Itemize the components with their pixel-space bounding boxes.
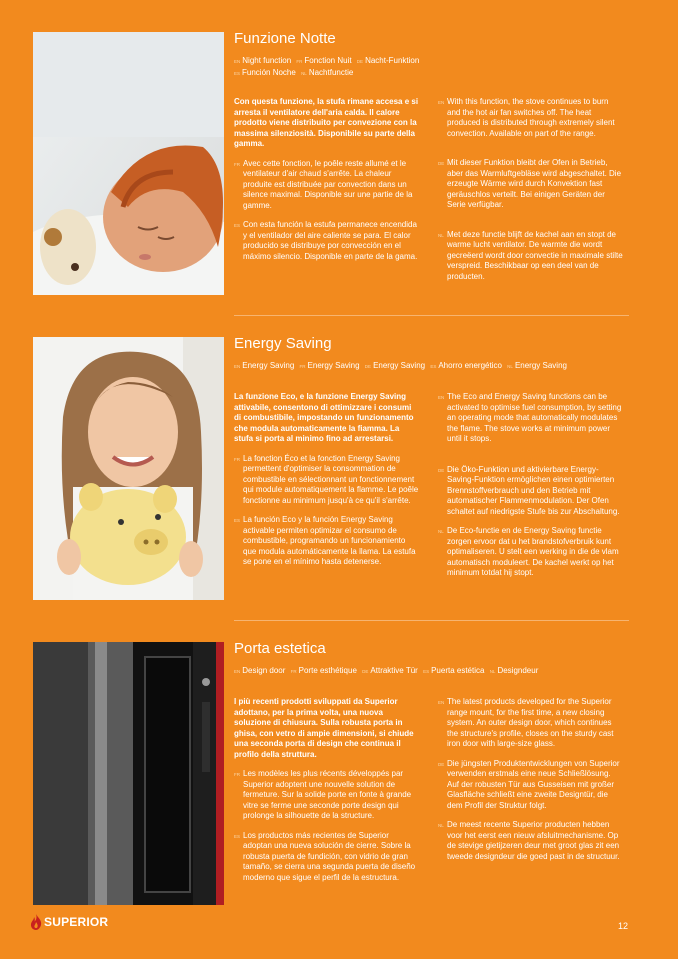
- section-divider: [234, 315, 629, 316]
- spanish-paragraph: [234, 831, 419, 884]
- right-column: [438, 392, 623, 579]
- stove-door-illustration: [33, 642, 224, 905]
- paragraph-text: De meest recente Superior producten hebben voor het eerst een nieuw afsluitmechanisme. Op de stevige gietijzeren deur met groot glas zit een tweede designdeur die goed past in de structuur.: [447, 820, 620, 861]
- italian-paragraph: I più recenti prodotti sviluppati da Superior adottano, per la prima volta, una nuova soluzione di chiusura. Sulla robusta porta in ghisa, con vetro di ampie dimensioni, si chiude una seconda porta di design che continua il profilo della struttura.: [234, 697, 414, 759]
- french-paragraph: [234, 769, 419, 822]
- lang-code: DE: [356, 59, 364, 64]
- translation-item: [300, 361, 360, 370]
- title-translations: [234, 665, 634, 677]
- lang-code: NL: [438, 232, 444, 238]
- german-paragraph: [438, 465, 623, 518]
- translation-text: Nachtfunctie: [308, 68, 354, 77]
- translation-item: [296, 56, 351, 65]
- paragraph-text: Die Öko-Funktion und aktivierbare Energy-Saving-Funktion ermöglichen einen optimierten Brennstoffverbrauch und den Betrieb mit automatischer Flammenmodulation. Der Ofen schaltet auf niedrigste Stufe bis zur Abschaltung.: [447, 464, 620, 516]
- italian-paragraph: La funzione Eco, e la funzione Energy Saving attivabile, consentono di ottimizzare i consumi di combustibile, impostando un funzionamento che modula automaticamente la fiamma. La stufa si porta al minimo fino ad arrestarsi.: [234, 392, 414, 443]
- lang-code: DE: [364, 364, 372, 369]
- lang-code: FR: [299, 364, 306, 369]
- paragraph-text: Die jüngsten Produktentwicklungen von Superior verwenden erstmals eine neue Schließlösung. Auf der robusten Tür aus Gusseisen mit großer Glasfläche schließt eine zweite Designtür, die dem Profil der Struktur folgt.: [447, 758, 620, 810]
- lang-code: ES: [423, 669, 430, 674]
- translation-text: Puerta estética: [431, 666, 485, 675]
- lang-code: DE: [362, 669, 369, 674]
- lang-code: ES: [234, 518, 241, 523]
- lang-code: ES: [430, 364, 437, 369]
- translation-text: Attraktive Tür: [370, 666, 418, 675]
- lang-code: ES: [234, 71, 241, 76]
- translation-item: [490, 666, 539, 675]
- dutch-paragraph: [438, 820, 623, 862]
- photo-stove-door: [33, 642, 224, 905]
- translation-item: [291, 666, 357, 675]
- translation-item: [430, 361, 502, 370]
- paragraph-text: The latest products developed for the Superior range mount, for the first time, a new closing system. An outer design door, which continues the structure's profile, closes on the sturdy cast iron door with large-size glass.: [447, 697, 614, 748]
- italian-paragraph: Con questa funzione, la stufa rimane accesa e si arresta il ventilatore dell'aria calda. Il calore prodotto viene distribuito per convezione con la massima silenziosità. Disponibile su parte della gamma.: [234, 97, 419, 148]
- translation-item: [357, 56, 420, 65]
- translation-item: [301, 68, 353, 77]
- translation-text: Porte esthétique: [298, 666, 357, 675]
- translation-text: Night function: [242, 56, 292, 65]
- translation-text: Ahorro energético: [438, 361, 502, 370]
- english-paragraph: [438, 697, 623, 750]
- flame-icon: [30, 914, 42, 930]
- lang-code: NL: [301, 71, 307, 76]
- translation-text: Energy Saving: [242, 361, 295, 370]
- lang-code: EN: [234, 364, 241, 369]
- translation-item: [362, 666, 418, 675]
- left-column: [234, 392, 419, 568]
- french-paragraph: [234, 454, 419, 507]
- translation-item: [365, 361, 425, 370]
- translation-item: [423, 666, 484, 675]
- lang-code: DE: [438, 761, 445, 767]
- paragraph-text: The Eco and Energy Saving functions can be activated to optimise fuel consumption, by setting an operating mode that automatically modulates the flame. The stove works at minimum power until it stops.: [447, 392, 622, 443]
- lang-code: FR: [296, 59, 303, 64]
- lang-code: FR: [234, 161, 240, 167]
- lang-code: NL: [507, 364, 513, 369]
- lang-code: NL: [438, 529, 444, 534]
- paragraph-text: Met deze functie blijft de kachel aan en stopt de warme lucht ventilator. De warmte die wordt gecreëerd wordt door convectie in maximale stilte verspreid. Beschikbaar op een deel van de producten.: [447, 229, 623, 281]
- section-title: Funzione Notte: [234, 30, 336, 47]
- german-paragraph: [438, 759, 623, 812]
- paragraph-text: Los productos más recientes de Superior adoptan una nueva solución de cierre. Sobre la robusta puerta de fundición, con vidrio de gran tamaño, se cierra una segunda puerta de diseño moderno que sigue el perfil de la estructura.: [243, 830, 416, 882]
- dutch-paragraph: [438, 230, 623, 283]
- left-column: [234, 97, 419, 262]
- title-translations: [234, 360, 634, 372]
- photo-sleeping-child: [33, 32, 224, 295]
- paragraph-text: La fonction Éco et la fonction Energy Saving permettent d'optimiser la consommation de combustible en sélectionnant un fonctionnement qui module automatiquement la flamme. Le poêle fonctionne au minimum jusqu'à ce qu'il s'arrête.: [243, 453, 419, 505]
- translation-text: Energy Saving: [514, 361, 567, 370]
- paragraph-text: Les modèles les plus récents développés par Superior adoptent une nouvelle solution de fermeture. Sur la solide porte en fonte à grande vitre se ferme une seconde porte design qui prolonge la silhouette de la structure.: [243, 769, 412, 820]
- photo-girl-piggy-bank: [33, 337, 224, 600]
- translation-item: [234, 68, 296, 77]
- paragraph-text: With this function, the stove continues to burn and the hot air fan switches off. The heat produced is distributed through extremely silent convection. Available on part of the range.: [447, 97, 615, 138]
- lang-code: FR: [234, 772, 240, 777]
- lang-code: EN: [438, 395, 445, 400]
- paragraph-text: Con esta función la estufa permanece encendida y el ventilador del aire caliente se para. El calor producido se distribuye por convección en el máximo silencio. Disponible en parte de la gama.: [243, 220, 418, 261]
- lang-code: FR: [234, 456, 240, 462]
- translation-text: Función Noche: [242, 68, 296, 77]
- translation-text: Design door: [242, 666, 286, 675]
- paragraph-text: La función Eco y la función Energy Saving activable permiten optimizar el consumo de combustible, programando un funcionamiento que modula automáticamente la llama. La estufa se pone en el mínimo hasta detenerse.: [243, 515, 416, 566]
- translation-text: Energy Saving: [307, 361, 360, 370]
- lang-code: EN: [234, 59, 241, 64]
- lang-code: NL: [489, 669, 496, 674]
- dutch-paragraph: [438, 526, 623, 579]
- german-paragraph: [438, 158, 623, 211]
- sleeping-child-illustration: [33, 32, 224, 295]
- lang-code: EN: [438, 700, 445, 705]
- lang-code: ES: [234, 833, 241, 839]
- translation-item: [234, 666, 285, 675]
- translation-text: Fonction Nuit: [304, 56, 352, 65]
- left-column: [234, 697, 419, 883]
- lang-code: EN: [234, 669, 241, 674]
- paragraph-text: Avec cette fonction, le poêle reste allumé et le ventilateur d'air chaud s'arrête. La chaleur produite est distribuée par convection dans un silence maximal. Disponible sur une partie de la gamme.: [243, 158, 413, 210]
- lang-code: ES: [234, 223, 241, 228]
- translation-item: [234, 361, 294, 370]
- page-number: 12: [618, 921, 629, 931]
- lang-code: NL: [438, 823, 444, 828]
- title-translations: [234, 55, 634, 79]
- brand-logo: [30, 914, 108, 930]
- english-paragraph: [438, 97, 623, 139]
- lang-code: DE: [438, 467, 445, 473]
- lang-code: DE: [438, 161, 445, 166]
- section-title: Energy Saving: [234, 335, 332, 352]
- right-column: [438, 97, 623, 282]
- french-paragraph: [234, 159, 419, 212]
- english-paragraph: [438, 392, 623, 445]
- paragraph-text: Mit dieser Funktion bleibt der Ofen in Betrieb, aber das Warmluftgebläse wird abgeschaltet. Die erzeugte Wärme wird durch Konvektion fast geräuschlos verteilt. Bei einigen Geräten der Serie verfügbar.: [447, 158, 622, 209]
- translation-text: Energy Saving: [373, 361, 426, 370]
- translation-text: Designdeur: [497, 666, 539, 675]
- paragraph-text: De Eco-functie en de Energy Saving functie zorgen ervoor dat u het brandstofverbruik kunt optimaliseren. U stelt een werking in die de vlam automatisch moduleert. De kachel werkt op het minimum totdat hij stopt.: [447, 526, 619, 577]
- section-divider: [234, 620, 629, 621]
- right-column: [438, 697, 623, 862]
- brand-name: SUPERIOR: [44, 915, 109, 929]
- translation-item: [234, 56, 291, 65]
- lang-code: FR: [290, 669, 297, 674]
- spanish-paragraph: [234, 515, 419, 568]
- lang-code: EN: [438, 100, 445, 105]
- translation-text: Nacht-Funktion: [365, 56, 420, 65]
- spanish-paragraph: [234, 220, 419, 262]
- translation-item: [507, 361, 567, 370]
- section-title: Porta estetica: [234, 640, 326, 657]
- girl-piggy-bank-illustration: [33, 337, 224, 600]
